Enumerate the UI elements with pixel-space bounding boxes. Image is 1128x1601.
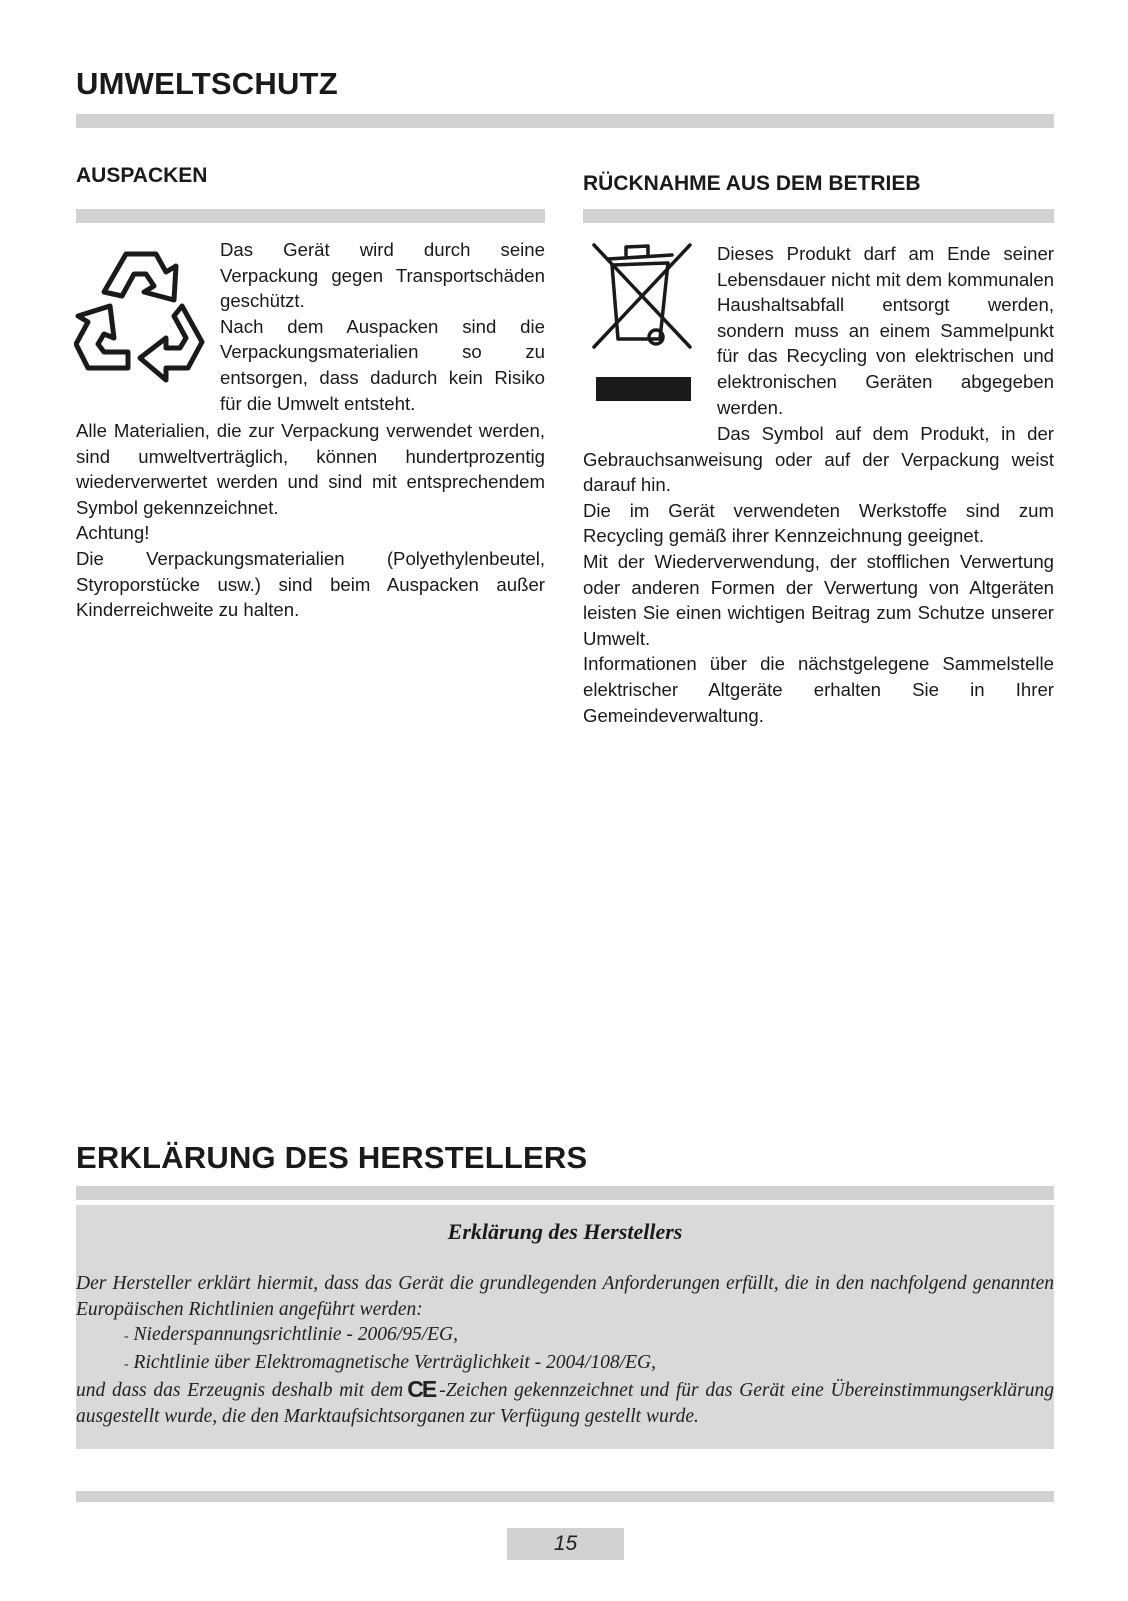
recycling-icon <box>74 244 206 384</box>
crossed-bin-icon <box>586 237 698 403</box>
page-number: 15 <box>507 1528 624 1560</box>
title-divider <box>76 114 1054 128</box>
auspacken-after: Nach dem Auspacken sind die Verpackungsmaterialien so zu entsorgen, dass dadurch kein Risiko für die Umwelt entsteht. <box>220 315 545 414</box>
auspacken-intro-block <box>220 237 545 416</box>
closing-after: -Zeichen gekennzeichnet und für das Gerät eine Übereinstimmungserklärung ausgestellt wurde, die den Marktaufsichtsorganen zur Verfügung gestellt wurde. <box>76 1380 1054 1427</box>
closing-before: und dass das Erzeugnis deshalb mit dem <box>76 1380 404 1401</box>
page-title: UMWELTSCHUTZ <box>76 66 338 101</box>
ce-mark-icon: CE <box>407 1376 436 1402</box>
list-dash: - <box>124 1356 129 1372</box>
declaration-divider <box>76 1186 1054 1200</box>
ruecknahme-intro-block <box>717 241 1054 420</box>
directive-text: Niederspannungsrichtlinie - 2006/95/EG, <box>133 1324 458 1345</box>
declaration-box <box>76 1205 1054 1449</box>
auspacken-warning: Die Verpackungsmaterialien (Polyethylenbeutel, Styroporstücke usw.) sind beim Auspacken außer Kinderreichweite zu halten. <box>76 547 545 621</box>
declaration-closing <box>76 1377 1054 1429</box>
declaration-title: ERKLÄRUNG DES HERSTELLERS <box>76 1140 588 1175</box>
directive-item <box>76 1322 1054 1350</box>
ruecknahme-symbol: Das Symbol auf dem Produkt, in der Gebrauchsanweisung oder auf der Verpackung weist darauf hin. <box>583 423 1054 496</box>
declaration-box-title: Erklärung des Herstellers <box>447 1219 683 1244</box>
directive-text: Richtlinie über Elektromagnetische Verträglichkeit - 2004/108/EG, <box>133 1351 656 1373</box>
auspacken-heading: AUSPACKEN <box>76 164 208 187</box>
auspacken-body <box>76 418 545 623</box>
ruecknahme-intro: Dieses Produkt darf am Ende seiner Lebensdauer nicht mit dem kommunalen Haushaltsabfall entsorgt werden, sondern muss an einem Sammelpunkt für das Recycling von elektrischen und elektronischen Geräten abgegeben werden. <box>717 243 1054 418</box>
declaration-intro: Der Hersteller erklärt hiermit, dass das Gerät die grundlegenden Anforderungen erfüllt, die in den nachfolgend genannten Europäischen Richtlinien angeführt werden: <box>76 1273 1054 1320</box>
auspacken-materials: Alle Materialien, die zur Verpackung verwendet werden, sind umweltverträglich, können hundertprozentig wiederverwertet werden und sind mit entsprechendem Symbol gekennzeichnet. <box>76 420 545 518</box>
list-dash: - <box>124 1329 129 1344</box>
ruecknahme-info: Informationen über die nächstgelegene Sammelstelle elektrischer Altgeräte erhalten Sie in Ihrer Gemeindeverwaltung. <box>583 653 1054 726</box>
auspacken-divider <box>76 209 545 223</box>
directive-item <box>76 1350 1054 1378</box>
declaration-body <box>76 1271 1054 1429</box>
auspacken-intro: Das Gerät wird durch seine Verpackung gegen Transportschäden geschützt. <box>220 239 545 312</box>
ruecknahme-body <box>583 421 1054 728</box>
ruecknahme-divider <box>583 209 1054 223</box>
ruecknahme-heading: RÜCKNAHME AUS DEM BETRIEB <box>583 172 921 195</box>
footer-divider <box>76 1491 1054 1502</box>
auspacken-warning-label: Achtung! <box>76 522 150 544</box>
ruecknahme-reuse: Mit der Wiederverwendung, der stofflichen Verwertung oder anderen Formen der Verwertung von Altgeräten leisten Sie einen wichtigen Beitrag zum Schutze unserer Umwelt. <box>583 550 1054 649</box>
ruecknahme-materials: Die im Gerät verwendeten Werkstoffe sind zum Recycling gemäß ihrer Kennzeichnung geeignet. <box>583 499 1054 547</box>
